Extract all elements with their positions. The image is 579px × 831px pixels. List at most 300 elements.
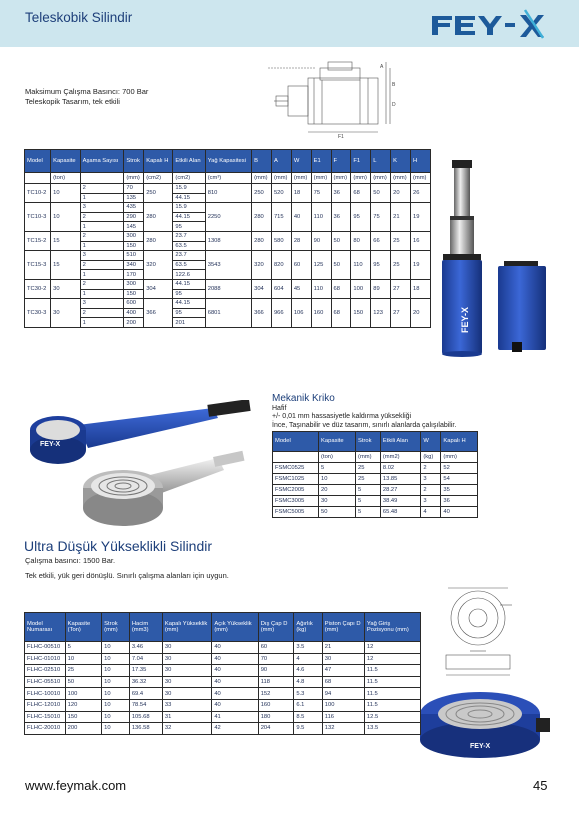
capacity-cell: 15 — [51, 231, 81, 250]
dimension-cell: 66 — [371, 231, 391, 250]
stroke-cell: 600 — [124, 299, 144, 309]
stage-cell: 2 — [80, 231, 124, 241]
table-cell: 38.49 — [380, 496, 420, 507]
stage-cell: 3 — [80, 299, 124, 309]
dimension-cell: 68 — [331, 279, 351, 298]
area-cell: 44.15 — [173, 279, 205, 289]
unit-cell: (mm) — [331, 173, 351, 184]
table-cell: 5 — [356, 496, 381, 507]
table-cell: 52 — [441, 463, 478, 474]
area-cell: 63.5 — [173, 241, 205, 251]
table-cell: 30 — [162, 653, 211, 665]
table-row — [25, 688, 421, 700]
table-cell: 118 — [258, 676, 294, 688]
table-row — [25, 299, 431, 309]
unit-cell: (mm2) — [380, 452, 420, 463]
table-cell: 3.46 — [129, 642, 162, 654]
table-cell: 28.27 — [380, 485, 420, 496]
table-cell: 10 — [319, 474, 356, 485]
column-header: A — [271, 150, 291, 173]
table-cell: 10 — [102, 723, 130, 735]
table-cell: 10 — [102, 688, 130, 700]
column-header: Strok — [356, 432, 381, 452]
unit-cell — [273, 452, 319, 463]
dimension-cell: 2088 — [205, 279, 251, 298]
table-cell: 105.68 — [129, 711, 162, 723]
table-cell: 32 — [162, 723, 211, 735]
svg-text:FEY-X: FEY-X — [460, 306, 470, 333]
kriko-design: İnce, Taşınabilir ve düz tasarım, sınırlı alanlarda çalışılabilir. — [272, 422, 457, 429]
drawing-label-d: D — [392, 102, 396, 108]
table-row — [25, 279, 431, 289]
table-cell: 204 — [258, 723, 294, 735]
dimension-cell: 21 — [391, 203, 411, 232]
column-header: B — [252, 150, 272, 173]
table-cell: FLHC-20010 — [25, 723, 66, 735]
table-cell: 5 — [319, 463, 356, 474]
table-cell: 68 — [322, 676, 364, 688]
stage-cell: 2 — [80, 184, 124, 194]
dimension-cell: 2250 — [205, 203, 251, 232]
page-title: Teleskobik Silindir — [25, 10, 133, 25]
table-cell: 50 — [65, 676, 102, 688]
table-cell: 4.6 — [294, 665, 322, 677]
ultra-title: Ultra Düşük Yükseklikli Silindir — [24, 538, 213, 554]
table-cell: 21 — [322, 642, 364, 654]
stroke-cell: 135 — [124, 193, 144, 203]
table-cell: 2 — [421, 485, 441, 496]
dimension-cell: 715 — [271, 203, 291, 232]
dimension-cell: 16 — [410, 231, 430, 250]
dimension-cell: 68 — [351, 184, 371, 203]
closed-height-cell: 250 — [144, 184, 173, 203]
dimension-cell: 18 — [291, 184, 311, 203]
table-cell: FSMC3005 — [273, 496, 319, 507]
dimension-cell: 40 — [291, 203, 311, 232]
table-cell: FSMC5005 — [273, 507, 319, 518]
model-cell: TC10-2 — [25, 184, 51, 203]
table-cell: 3 — [421, 474, 441, 485]
unit-cell: (mm) — [391, 173, 411, 184]
table-cell: FLHC-00510 — [25, 642, 66, 654]
table-units-row — [25, 173, 431, 184]
intro-design: Teleskopik Tasarım, tek etkili — [25, 97, 120, 106]
stage-cell: 1 — [80, 289, 124, 299]
dimension-cell: 106 — [291, 299, 311, 328]
dimension-cell: 604 — [271, 279, 291, 298]
ultra-pressure: Çalışma basıncı: 1500 Bar. — [25, 556, 116, 565]
area-cell: 95 — [173, 289, 205, 299]
dimension-cell: 89 — [371, 279, 391, 298]
table-cell: 30 — [162, 688, 211, 700]
dimension-cell: 250 — [252, 184, 272, 203]
column-header: Kapasite (Ton) — [65, 613, 102, 642]
column-header: K — [391, 150, 411, 173]
dimension-cell: 75 — [311, 184, 331, 203]
table-cell: 12 — [364, 642, 420, 654]
dimension-cell: 125 — [311, 251, 331, 280]
dimension-cell: 150 — [351, 299, 371, 328]
dimension-cell: 28 — [291, 231, 311, 250]
dimension-cell: 304 — [252, 279, 272, 298]
model-cell: TC10-3 — [25, 203, 51, 232]
table-cell: 54 — [441, 474, 478, 485]
table-header-row — [25, 613, 421, 642]
table-cell: 30 — [162, 665, 211, 677]
table-cell: 60 — [258, 642, 294, 654]
unit-cell: (kg) — [421, 452, 441, 463]
table-row — [25, 665, 421, 677]
stage-cell: 2 — [80, 279, 124, 289]
intro-pressure: Maksimum Çalışma Basıncı: 700 Bar — [25, 87, 149, 96]
table-cell: 150 — [65, 711, 102, 723]
dimension-cell: 50 — [331, 251, 351, 280]
table-cell: 8.02 — [380, 463, 420, 474]
unit-cell: (ton) — [51, 173, 81, 184]
stage-cell: 1 — [80, 222, 124, 232]
dimension-cell: 160 — [311, 299, 331, 328]
unit-cell — [25, 173, 51, 184]
stroke-cell: 200 — [124, 318, 144, 328]
closed-height-cell: 320 — [144, 251, 173, 280]
table-cell: 40 — [212, 699, 258, 711]
column-header: Piston Çapı D (mm) — [322, 613, 364, 642]
table-cell: FSMC0525 — [273, 463, 319, 474]
dimension-cell: 80 — [351, 231, 371, 250]
unit-cell: (mm) — [291, 173, 311, 184]
table-cell: 4 — [294, 653, 322, 665]
table-cell: 10 — [102, 711, 130, 723]
table-row — [273, 485, 478, 496]
column-header: Kapalı H — [144, 150, 173, 173]
model-cell: TC15-3 — [25, 251, 51, 280]
stage-cell: 2 — [80, 308, 124, 318]
table-cell: 25 — [356, 463, 381, 474]
table-cell: 5 — [65, 642, 102, 654]
table-cell: 2 — [421, 463, 441, 474]
column-header: Model — [25, 150, 51, 173]
capacity-cell: 10 — [51, 184, 81, 203]
stroke-cell: 145 — [124, 222, 144, 232]
table-cell: 120 — [65, 699, 102, 711]
table-cell: 100 — [65, 688, 102, 700]
table-cell: 100 — [322, 699, 364, 711]
ultra-cylinder-photo — [418, 690, 553, 760]
kriko-subtitle: Hafif — [272, 405, 287, 412]
dimension-cell: 123 — [371, 299, 391, 328]
table-cell: 10 — [102, 653, 130, 665]
capacity-cell: 30 — [51, 299, 81, 328]
table-row — [25, 711, 421, 723]
table-cell: 41 — [212, 711, 258, 723]
drawing-label-a: A — [380, 64, 384, 70]
area-cell: 44.15 — [173, 193, 205, 203]
drawing-label-b: B — [392, 82, 396, 88]
model-cell: TC30-2 — [25, 279, 51, 298]
ultra-cylinder-drawing — [440, 585, 540, 680]
dimension-cell: 320 — [252, 251, 272, 280]
dimension-cell: 19 — [410, 203, 430, 232]
table-cell: 40 — [212, 642, 258, 654]
table-cell: 36 — [441, 496, 478, 507]
footer-website[interactable]: www.feymak.com — [25, 778, 127, 793]
column-header: Strok — [124, 150, 144, 173]
table-cell: 31 — [162, 711, 211, 723]
dimension-cell: 810 — [205, 184, 251, 203]
unit-cell: (mm) — [252, 173, 272, 184]
column-header: Kapasite — [319, 432, 356, 452]
unit-cell: (mm) — [410, 173, 430, 184]
page-number: 45 — [533, 778, 548, 793]
dimension-cell: 100 — [351, 279, 371, 298]
table-cell: 33 — [162, 699, 211, 711]
table-cell: 4.8 — [294, 676, 322, 688]
dimension-cell: 27 — [391, 279, 411, 298]
table-cell: 40 — [212, 688, 258, 700]
table-cell: 12 — [364, 653, 420, 665]
stroke-cell: 170 — [124, 270, 144, 280]
column-header: H — [410, 150, 430, 173]
dimension-cell: 36 — [331, 184, 351, 203]
area-cell: 44.15 — [173, 299, 205, 309]
stroke-cell: 300 — [124, 279, 144, 289]
stroke-cell: 70 — [124, 184, 144, 194]
capacity-cell: 30 — [51, 279, 81, 298]
table-cell: 10 — [102, 642, 130, 654]
dimension-cell: 90 — [311, 231, 331, 250]
table-cell: FLHC-10010 — [25, 688, 66, 700]
column-header: Hacim (mm3) — [129, 613, 162, 642]
table-cell: 132 — [322, 723, 364, 735]
table-row — [25, 184, 431, 194]
table-cell: 13.5 — [364, 723, 420, 735]
dimension-cell: 60 — [291, 251, 311, 280]
table-cell: 69.4 — [129, 688, 162, 700]
table-units-row — [273, 452, 478, 463]
stroke-cell: 435 — [124, 203, 144, 213]
table-cell: 13.85 — [380, 474, 420, 485]
stage-cell: 1 — [80, 318, 124, 328]
dimension-cell: 280 — [252, 203, 272, 232]
table-cell: FLHC-05510 — [25, 676, 66, 688]
table-cell: 30 — [322, 653, 364, 665]
dimension-cell: 25 — [391, 251, 411, 280]
column-header: Ağırlık (kg) — [294, 613, 322, 642]
table-cell: 10 — [102, 676, 130, 688]
column-header: L — [371, 150, 391, 173]
table-row — [25, 699, 421, 711]
dimension-cell: 25 — [391, 231, 411, 250]
dimension-cell: 20 — [391, 184, 411, 203]
stage-cell: 1 — [80, 270, 124, 280]
unit-cell: (mm) — [356, 452, 381, 463]
table-row — [25, 251, 431, 261]
dimension-cell: 50 — [371, 184, 391, 203]
table-cell: 35 — [441, 485, 478, 496]
unit-cell: (ton) — [319, 452, 356, 463]
dimension-cell: 20 — [410, 299, 430, 328]
table-cell: 30 — [319, 496, 356, 507]
unit-cell: (mm) — [351, 173, 371, 184]
column-header: Etkili Alan — [380, 432, 420, 452]
dimension-cell: 75 — [371, 203, 391, 232]
stroke-cell: 400 — [124, 308, 144, 318]
ultra-spec-table — [24, 612, 421, 735]
dimension-cell: 45 — [291, 279, 311, 298]
kriko-title: Mekanik Kriko — [272, 393, 335, 404]
table-cell: 40 — [441, 507, 478, 518]
stage-cell: 1 — [80, 241, 124, 251]
table-cell: 200 — [65, 723, 102, 735]
feyx-logo — [430, 7, 555, 41]
stroke-cell: 300 — [124, 231, 144, 241]
dimension-cell: 366 — [252, 299, 272, 328]
column-header: Model — [273, 432, 319, 452]
drawing-label-f1: F1 — [338, 134, 344, 140]
dimension-cell: 966 — [271, 299, 291, 328]
stage-cell: 2 — [80, 260, 124, 270]
area-cell: 95 — [173, 222, 205, 232]
svg-text:FEY-X: FEY-X — [470, 743, 491, 750]
unit-cell — [80, 173, 124, 184]
table-cell: FLHC-15010 — [25, 711, 66, 723]
table-cell: 7.04 — [129, 653, 162, 665]
table-cell: 180 — [258, 711, 294, 723]
table-row — [273, 463, 478, 474]
table-row — [25, 203, 431, 213]
table-cell: 25 — [65, 665, 102, 677]
table-cell: 11.5 — [364, 688, 420, 700]
telescopic-cylinder-photo — [438, 158, 553, 360]
area-cell: 201 — [173, 318, 205, 328]
table-cell: 136.58 — [129, 723, 162, 735]
page-header — [0, 0, 579, 47]
kriko-spec-table — [272, 431, 478, 518]
table-row — [25, 676, 421, 688]
table-cell: 50 — [319, 507, 356, 518]
stroke-cell: 340 — [124, 260, 144, 270]
telescopic-technical-drawing — [268, 58, 400, 142]
area-cell: 44.15 — [173, 212, 205, 222]
stroke-cell: 290 — [124, 212, 144, 222]
table-cell: FLHC-02510 — [25, 665, 66, 677]
table-cell: 10 — [65, 653, 102, 665]
table-cell: 11.5 — [364, 665, 420, 677]
table-row — [25, 231, 431, 241]
stroke-cell: 150 — [124, 241, 144, 251]
table-cell: 116 — [322, 711, 364, 723]
dimension-cell: 280 — [252, 231, 272, 250]
table-header-row — [25, 150, 431, 173]
model-cell: TC15-2 — [25, 231, 51, 250]
table-cell: 17.35 — [129, 665, 162, 677]
column-header: Model Numarası — [25, 613, 66, 642]
table-cell: FLHC-12010 — [25, 699, 66, 711]
capacity-cell: 15 — [51, 251, 81, 280]
column-header: Aşama Sayısı — [80, 150, 124, 173]
table-cell: FSMC2005 — [273, 485, 319, 496]
table-cell: 5.3 — [294, 688, 322, 700]
unit-cell: (cm2) — [173, 173, 205, 184]
mechanical-jack-photo — [28, 400, 258, 530]
table-cell: 11.5 — [364, 676, 420, 688]
column-header: Kapalı Yükseklik (mm) — [162, 613, 211, 642]
column-header: Etkili Alan — [173, 150, 205, 173]
table-row — [25, 723, 421, 735]
table-cell: 3 — [421, 496, 441, 507]
telescopic-spec-table — [24, 149, 431, 328]
table-cell: 10 — [102, 665, 130, 677]
area-cell: 15.9 — [173, 184, 205, 194]
stage-cell: 3 — [80, 251, 124, 261]
table-cell: 40 — [212, 676, 258, 688]
table-cell: FSMC1025 — [273, 474, 319, 485]
closed-height-cell: 304 — [144, 279, 173, 298]
column-header: Kapalı H — [441, 432, 478, 452]
column-header: Strok (mm) — [102, 613, 130, 642]
closed-height-cell: 280 — [144, 203, 173, 232]
area-cell: 23.7 — [173, 251, 205, 261]
area-cell: 15.9 — [173, 203, 205, 213]
table-cell: 9.5 — [294, 723, 322, 735]
table-cell: 40 — [212, 653, 258, 665]
table-cell: 20 — [319, 485, 356, 496]
table-cell: 25 — [356, 474, 381, 485]
column-header: F1 — [351, 150, 371, 173]
stage-cell: 1 — [80, 193, 124, 203]
table-cell: 5 — [356, 485, 381, 496]
kriko-precision: +/- 0,01 mm hassasiyetle kaldırma yüksekliği — [272, 413, 412, 420]
table-cell: 12.5 — [364, 711, 420, 723]
area-cell: 122.6 — [173, 270, 205, 280]
dimension-cell: 95 — [351, 203, 371, 232]
dimension-cell: 26 — [410, 184, 430, 203]
column-header: F — [331, 150, 351, 173]
dimension-cell: 68 — [331, 299, 351, 328]
dimension-cell: 50 — [331, 231, 351, 250]
unit-cell: (cm³) — [205, 173, 251, 184]
table-cell: 4 — [421, 507, 441, 518]
table-row — [273, 496, 478, 507]
column-header: Yağ Kapasitesi — [205, 150, 251, 173]
dimension-cell: 110 — [351, 251, 371, 280]
table-cell: 11.5 — [364, 699, 420, 711]
unit-cell: (cm2) — [144, 173, 173, 184]
dimension-cell: 95 — [371, 251, 391, 280]
dimension-cell: 36 — [331, 203, 351, 232]
table-cell: 90 — [258, 665, 294, 677]
table-cell: 47 — [322, 665, 364, 677]
table-cell: 30 — [162, 642, 211, 654]
column-header: Dış Çap D (mm) — [258, 613, 294, 642]
column-header: Yağ Giriş Pozisyonu (mm) — [364, 613, 420, 642]
dimension-cell: 6801 — [205, 299, 251, 328]
table-cell: 42 — [212, 723, 258, 735]
capacity-cell: 10 — [51, 203, 81, 232]
unit-cell: (mm) — [124, 173, 144, 184]
dimension-cell: 820 — [271, 251, 291, 280]
stage-cell: 2 — [80, 212, 124, 222]
unit-cell: (mm) — [311, 173, 331, 184]
table-cell: 10 — [102, 699, 130, 711]
column-header: E1 — [311, 150, 331, 173]
stroke-cell: 150 — [124, 289, 144, 299]
table-row — [273, 507, 478, 518]
dimension-cell: 27 — [391, 299, 411, 328]
column-header: W — [421, 432, 441, 452]
unit-cell: (mm) — [371, 173, 391, 184]
dimension-cell: 580 — [271, 231, 291, 250]
